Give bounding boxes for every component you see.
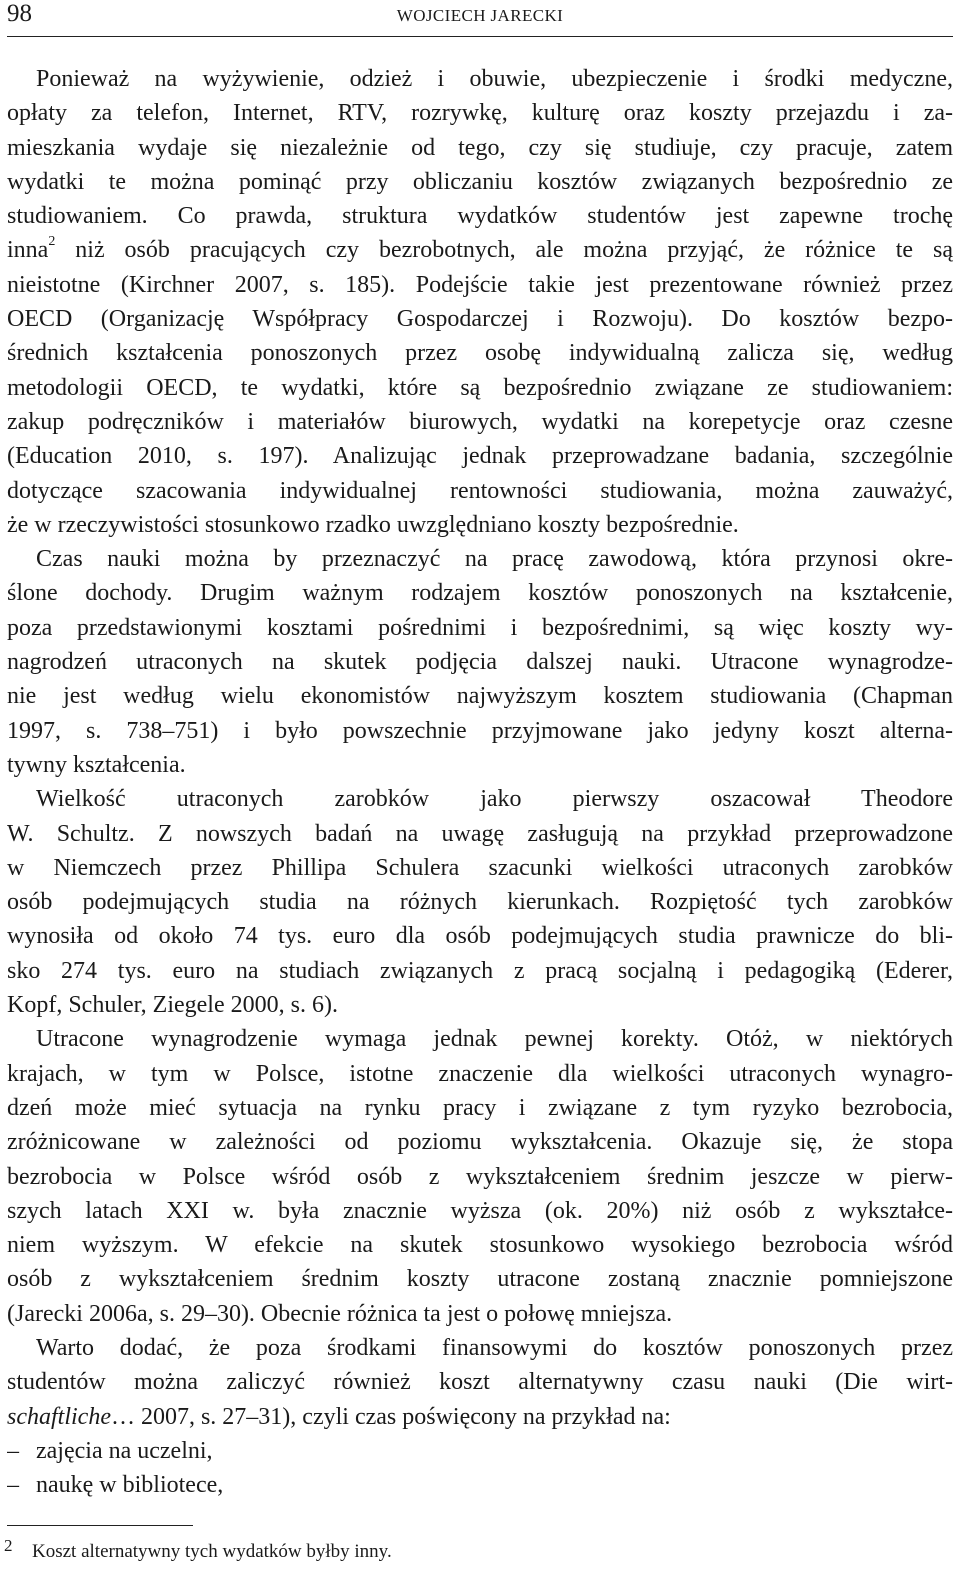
page-number: 98: [7, 0, 32, 27]
cited-title: schaftliche: [7, 1403, 111, 1430]
text-line: W. Schultz. Z nowszych badań na uwagę zasługują na przykład przeprowadzone: [7, 820, 953, 847]
text-line: OECD (Organizację Współpracy Gospodarczej i Rozwoju). Do kosztów bezpo-: [7, 306, 953, 333]
running-head: WOJCIECH JARECKI: [396, 6, 564, 25]
text-line: osób podejmujących studia na różnych kierunkach. Rozpiętość tych zarobków: [7, 889, 953, 916]
text-segment: niż osób pracujących czy bezrobotnych, ale można przyjąć, że różnice te są: [55, 237, 953, 264]
text-line: dotyczące szacowania indywidualnej rentowności studiowania, można zauważyć,: [7, 477, 953, 504]
text-line: Kopf, Schuler, Ziegele 2000, s. 6).: [7, 992, 338, 1019]
text-line: Wielkość utraconych zarobków jako pierwszy oszacował Theodore: [36, 786, 953, 813]
text-line: wynosiła od około 74 tys. euro dla osób podejmujących studia prawnicze do bli-: [7, 923, 953, 950]
text-line: Ponieważ na wyżywienie, odzież i obuwie, ubezpieczenie i środki medyczne,: [36, 66, 953, 92]
ellipsis: …: [110, 1403, 135, 1430]
list-dash: –: [7, 1437, 19, 1464]
text-line: nieistotne (Kirchner 2007, s. 185). Podejście takie jest prezentowane również przez: [7, 271, 953, 298]
footnote-rule: [7, 1525, 193, 1526]
text-line: [7, 1400, 953, 1434]
text-line: Utracone wynagrodzenie wymaga jednak pewnej korekty. Otóż, w niektórych: [36, 1026, 953, 1053]
footnote-number: 2: [4, 1536, 13, 1555]
text-line: średnich kształcenia ponoszonych przez osobę indywidualną zalicza się, według: [7, 340, 953, 367]
footnote-reference[interactable]: 2: [48, 234, 56, 250]
list-dash: –: [7, 1472, 19, 1499]
text-line: poza przedstawionymi kosztami pośrednimi i bezpośrednimi, są więc koszty wy-: [7, 614, 953, 641]
text-line: Warto dodać, że poza środkami finansowymi do kosztów ponoszonych przez: [36, 1334, 953, 1361]
text-segment: 2007, s. 27–31), czyli czas poświęcony na przykład na:: [134, 1403, 671, 1430]
text-line: nagrodzeń utraconych na skutek podjęcia dalszej nauki. Utracone wynagrodze-: [7, 649, 953, 676]
text-line: osób z wykształceniem średnim koszty utracone zostaną znacznie pomniejszone: [7, 1266, 953, 1293]
text-line: zakup podręczników i materiałów biurowych, wydatki na korepetycje oraz czesne: [7, 408, 953, 435]
text-line: niem wyższym. W efekcie na skutek stosunkowo wysokiego bezrobocia wśród: [7, 1232, 953, 1259]
text-line: metodologii OECD, te wydatki, które są bezpośrednio związane ze studiowaniem:: [7, 374, 953, 401]
text-line: nie jest według wielu ekonomistów najwyższym kosztem studiowania (Chapman: [7, 683, 953, 710]
text-line: mieszkania wydaje się niezależnie od tego, czy się studiuje, czy pracuje, zatem: [7, 134, 953, 161]
text-line: Czas nauki można by przeznaczyć na pracę zawodową, która przynosi okre-: [36, 546, 953, 573]
text-line: sko 274 tys. euro na studiach związanych z pracą socjalną i pedagogiką (Ederer,: [7, 957, 953, 984]
text-line: że w rzeczywistości stosunkowo rzadko uwzględniano koszty bezpośrednie.: [7, 511, 739, 538]
text-line: (Education 2010, s. 197). Analizując jednak przeprowadzane badania, szczególnie: [7, 443, 953, 470]
text-line: bezrobocia w Polsce wśród osób z wykształceniem średnim jeszcze w pierw-: [7, 1163, 953, 1190]
list-item: [7, 1434, 953, 1468]
list-item: [7, 1468, 953, 1502]
text-segment: inna: [7, 237, 49, 264]
list-item-text: naukę w bibliotece,: [36, 1472, 224, 1499]
text-line: dzeń może mieć sytuacja na rynku pracy i związane z tym ryzyko bezrobocia,: [7, 1094, 953, 1121]
footnote-text: Koszt alternatywny tych wydatków byłby inny.: [32, 1541, 392, 1562]
list-item-text: zajęcia na uczelni,: [36, 1437, 213, 1464]
body-text: [7, 62, 953, 1502]
text-line: [7, 233, 953, 267]
text-line: 1997, s. 738–751) i było powszechnie przyjmowane jako jedyny koszt alterna-: [7, 717, 953, 744]
text-line: studiowaniem. Co prawda, struktura wydatków studentów jest zapewne trochę: [7, 203, 953, 230]
text-line: szych latach XXI w. była znacznie wyższa (ok. 20%) niż osób z wykształce-: [7, 1197, 953, 1224]
text-line: (Jarecki 2006a, s. 29–30). Obecnie różnica ta jest o połowę mniejsza.: [7, 1300, 673, 1327]
text-line: ślone dochody. Drugim ważnym rodzajem kosztów ponoszonych na kształcenie,: [7, 580, 953, 607]
text-line: zróżnicowane w zależności od poziomu wykształcenia. Okazuje się, że stopa: [7, 1129, 953, 1156]
text-line: opłaty za telefon, Internet, RTV, rozrywkę, kulturę oraz koszty przejazdu i za-: [7, 100, 953, 127]
text-line: krajach, w tym w Polsce, istotne znaczenie dla wielkości utraconych wynagro-: [7, 1060, 953, 1087]
text-line: tywny kształcenia.: [7, 751, 186, 778]
footnote: [4, 1536, 392, 1566]
page-header: [7, 0, 953, 37]
text-line: studentów można zaliczyć również koszt alternatywny czasu nauki (Die wirt-: [7, 1369, 953, 1396]
text-line: w Niemczech przez Phillipa Schulera szacunki wielkości utraconych zarobków: [7, 854, 953, 881]
text-line: wydatki te można pominąć przy obliczaniu kosztów związanych bezpośrednio ze: [7, 168, 953, 195]
